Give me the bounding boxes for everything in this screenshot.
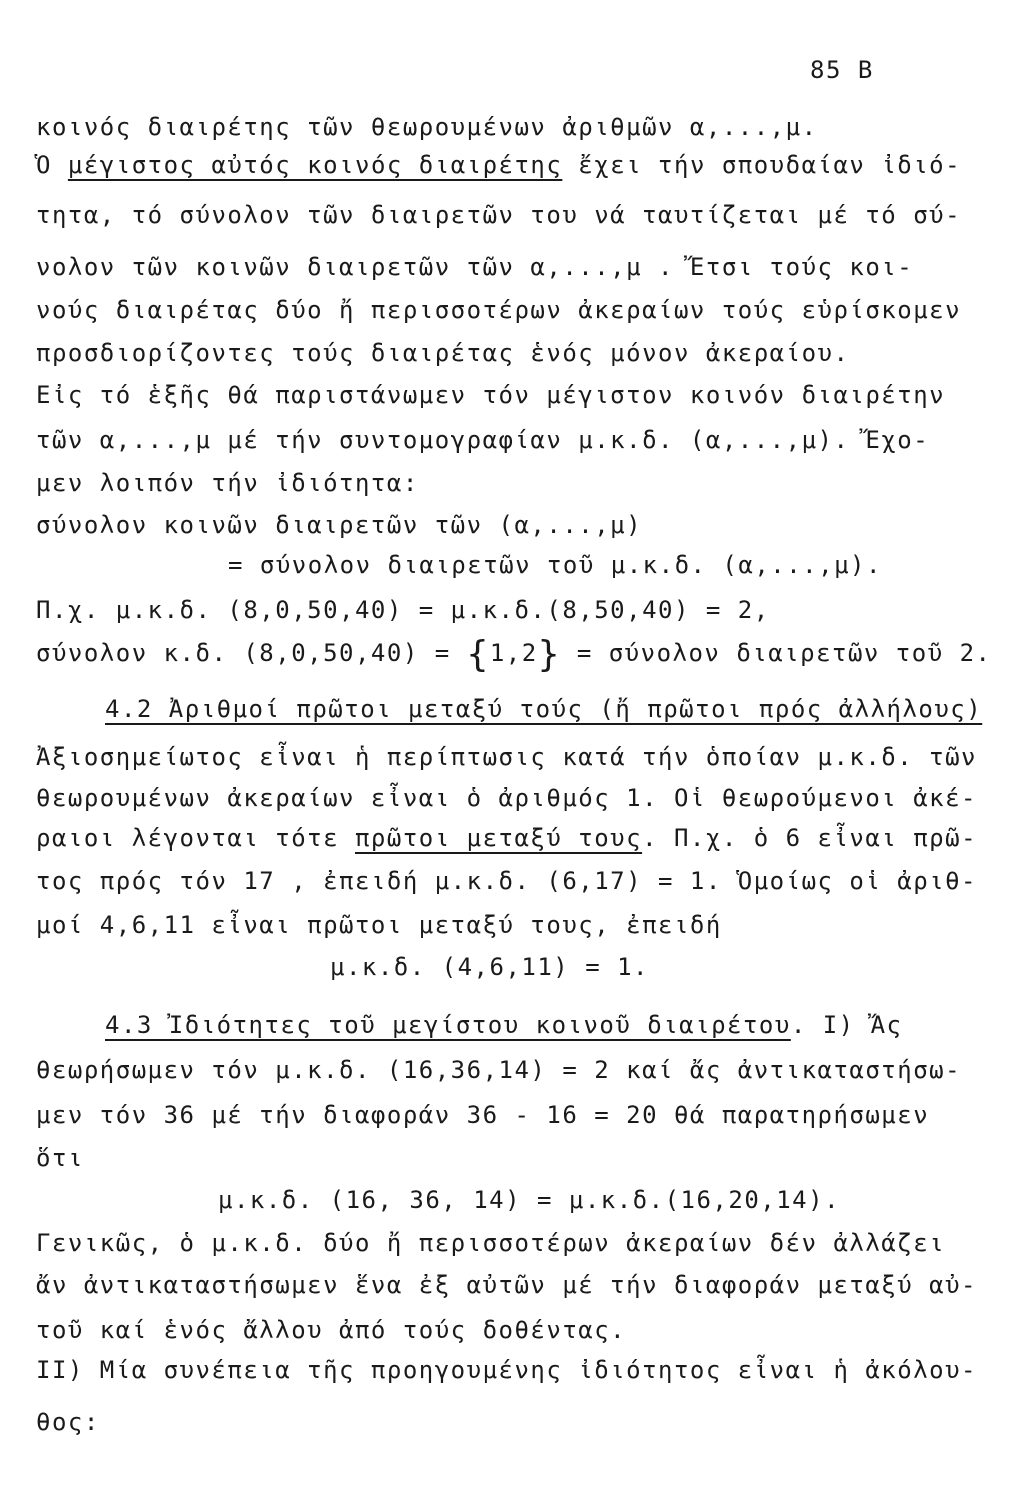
set-brace-open: { (466, 634, 490, 675)
text-fragment: . Π.χ. ὁ 6 εἶναι πρῶ- (642, 824, 978, 852)
text-line: μ.κ.δ. (4,6,11) = 1. (330, 953, 649, 981)
text-line: Π.χ. μ.κ.δ. (8,0,50,40) = μ.κ.δ.(8,50,40) = 2, (36, 596, 770, 624)
text-line (36, 634, 992, 675)
text-line: προσδιορίζοντες τούς διαιρέτας ἑνός μόνον ἀκεραίου. (36, 339, 850, 367)
text-line: Ἀξιοσημείωτος εἶναι ἡ περίπτωσις κατά τήν ὁποίαν μ.κ.δ. τῶν (36, 743, 978, 771)
text-fragment: = σύνολον διαιρετῶν τοῦ 2. (560, 639, 992, 667)
text-line: μεν λοιπόν τήν ἰδιότητα: (36, 469, 419, 497)
text-line: τος πρός τόν 17 , ἐπειδή μ.κ.δ. (6,17) = 1. Ὁμοίως οἱ ἀριθ- (36, 867, 978, 895)
text-line: θεωρήσωμεν τόν μ.κ.δ. (16,36,14) = 2 καί ἄς ἀντικαταστήσω- (36, 1056, 962, 1084)
section-title: 4.3 Ἰδιότητες τοῦ μεγίστου κοινοῦ διαιρέτου (105, 1011, 791, 1039)
text-line: μεν τόν 36 μέ τήν διαφοράν 36 - 16 = 20 θά παρατηρήσωμεν (36, 1101, 930, 1129)
text-line: τοῦ καί ἑνός ἄλλου ἀπό τούς δοθέντας. (36, 1316, 627, 1344)
text-line: ὅτι (36, 1144, 84, 1172)
set-elements: 1,2 (489, 639, 538, 667)
section-heading-4-2: 4.2 Ἀριθμοί πρῶτοι μεταξύ τούς (ἤ πρῶτοι πρός ἀλλήλους) (105, 695, 983, 723)
text-line: ἄν ἀντικαταστήσωμεν ἕνα ἐξ αὐτῶν μέ τήν διαφοράν μεταξύ αὐ- (36, 1271, 978, 1299)
text-line: τῶν α,...,μ μέ τήν συντομογραφίαν μ.κ.δ. (α,...,μ). Ἔχο- (36, 426, 930, 454)
text-fragment: ἔχει τήν σπουδαίαν ἰδιό- (562, 151, 962, 179)
text-fragment: Ὁ (36, 151, 68, 179)
text-fragment: ραιοι λέγονται τότε (36, 824, 355, 852)
text-line: σύνολον κοινῶν διαιρετῶν τῶν (α,...,μ) (36, 511, 643, 539)
text-line (36, 823, 977, 853)
text-line: νούς διαιρέτας δύο ἤ περισσοτέρων ἀκεραίων τούς εὑρίσκομεν (36, 296, 962, 324)
set-brace-close: } (537, 634, 561, 675)
text-line: θος: (36, 1408, 100, 1436)
text-line: τητα, τό σύνολον τῶν διαιρετῶν του νά ταυτίζεται μέ τό σύ- (36, 201, 962, 229)
text-fragment: σύνολον κ.δ. (8,0,50,40) = (36, 639, 467, 667)
text-fragment: . Ι) Ἄς (790, 1011, 903, 1039)
text-line (36, 150, 961, 180)
text-line: νολον τῶν κοινῶν διαιρετῶν τῶν α,...,μ . Ἔτσι τούς κοι- (36, 253, 914, 281)
text-line: μ.κ.δ. (16, 36, 14) = μ.κ.δ.(16,20,14). (218, 1186, 841, 1214)
underlined-phrase: μέγιστος αὐτός κοινός διαιρέτης (67, 151, 563, 179)
text-line: = σύνολον διαιρετῶν τοῦ μ.κ.δ. (α,...,μ). (228, 551, 882, 579)
text-line: κοινός διαιρέτης τῶν θεωρουμένων ἀριθμῶν α,...,μ. (36, 113, 818, 141)
text-line: Εἰς τό ἑξῆς θά παριστάνωμεν τόν μέγιστον κοινόν διαιρέτην (36, 381, 946, 409)
text-line: Γενικῶς, ὁ μ.κ.δ. δύο ἤ περισσοτέρων ἀκεραίων δέν ἀλλάζει (36, 1229, 946, 1257)
text-line: ΙΙ) Μία συνέπεια τῆς προηγουμένης ἰδιότητος εἶναι ἡ ἀκόλου- (36, 1356, 978, 1384)
text-line: θεωρουμένων ἀκεραίων εἶναι ὁ ἀριθμός 1. Οἱ θεωρούμενοι ἀκέ- (36, 784, 978, 812)
text-line: μοί 4,6,11 εἶναι πρῶτοι μεταξύ τους, ἐπειδή (36, 911, 722, 939)
section-heading-4-3 (105, 1010, 902, 1040)
underlined-phrase: πρῶτοι μεταξύ τους (354, 824, 643, 852)
page-number: 85 Β (810, 56, 874, 84)
